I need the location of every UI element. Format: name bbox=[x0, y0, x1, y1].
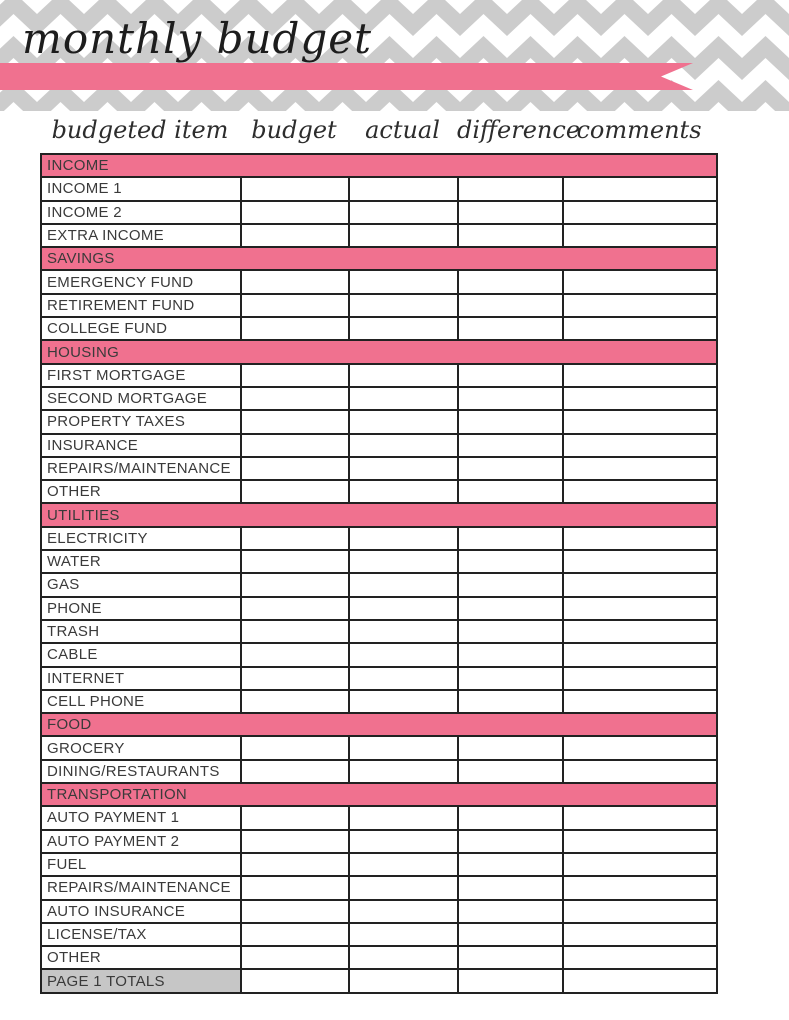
cell-utilities-cell-phone-actual[interactable] bbox=[349, 690, 458, 713]
table-row bbox=[41, 690, 717, 713]
cell-housing-first-mortgage-budget[interactable] bbox=[241, 364, 349, 387]
section-row-savings bbox=[41, 247, 717, 270]
table-row bbox=[41, 410, 717, 433]
table-row bbox=[41, 387, 717, 410]
cell-income-extra-income-budget[interactable] bbox=[241, 224, 349, 247]
table-row bbox=[41, 736, 717, 759]
cell-transportation-license-tax-budget[interactable] bbox=[241, 923, 349, 946]
cell-housing-other-difference[interactable] bbox=[458, 480, 563, 503]
cell-income-extra-income-comments[interactable] bbox=[563, 224, 717, 247]
cell-savings-emergency-fund-actual[interactable] bbox=[349, 270, 458, 293]
section-header-income: INCOME bbox=[41, 154, 717, 177]
cell-housing-property-taxes-budget[interactable] bbox=[241, 410, 349, 433]
row-label-housing-insurance: INSURANCE bbox=[41, 434, 241, 457]
row-label-income-income-1: INCOME 1 bbox=[41, 177, 241, 200]
table-row bbox=[41, 597, 717, 620]
row-label-utilities-electricity: ELECTRICITY bbox=[41, 527, 241, 550]
row-label-utilities-trash: TRASH bbox=[41, 620, 241, 643]
cell-transportation-auto-insurance-budget[interactable] bbox=[241, 900, 349, 923]
cell-savings-college-fund-difference[interactable] bbox=[458, 317, 563, 340]
row-label-housing-second-mortgage: SECOND MORTGAGE bbox=[41, 387, 241, 410]
cell-utilities-trash-difference[interactable] bbox=[458, 620, 563, 643]
cell-food-dining-restaurants-comments[interactable] bbox=[563, 760, 717, 783]
cell-transportation-auto-insurance-actual[interactable] bbox=[349, 900, 458, 923]
section-row-food bbox=[41, 713, 717, 736]
cell-utilities-cable-budget[interactable] bbox=[241, 643, 349, 666]
cell-utilities-phone-difference[interactable] bbox=[458, 597, 563, 620]
cell-food-grocery-actual[interactable] bbox=[349, 736, 458, 759]
cell-food-dining-restaurants-budget[interactable] bbox=[241, 760, 349, 783]
cell-income-income-2-comments[interactable] bbox=[563, 201, 717, 224]
cell-housing-repairs-maintenance-actual[interactable] bbox=[349, 457, 458, 480]
totals-label-cell: PAGE 1 TOTALS bbox=[41, 969, 241, 992]
budget-table bbox=[40, 153, 718, 994]
cell-income-income-2-actual[interactable] bbox=[349, 201, 458, 224]
row-label-transportation-auto-payment-2: AUTO PAYMENT 2 bbox=[41, 830, 241, 853]
row-label-utilities-cell-phone: CELL PHONE bbox=[41, 690, 241, 713]
cell-transportation-auto-payment-2-difference[interactable] bbox=[458, 830, 563, 853]
cell-transportation-repairs-maintenance-difference[interactable] bbox=[458, 876, 563, 899]
table-row bbox=[41, 853, 717, 876]
cell-utilities-internet-difference[interactable] bbox=[458, 667, 563, 690]
row-label-housing-property-taxes: PROPERTY TAXES bbox=[41, 410, 241, 433]
row-label-food-grocery: GROCERY bbox=[41, 736, 241, 759]
table-row bbox=[41, 946, 717, 969]
cell-transportation-auto-payment-1-budget[interactable] bbox=[241, 806, 349, 829]
section-header-transportation: TRANSPORTATION bbox=[41, 783, 717, 806]
section-row-utilities bbox=[41, 503, 717, 526]
table-row bbox=[41, 667, 717, 690]
cell-utilities-water-actual[interactable] bbox=[349, 550, 458, 573]
cell-transportation-auto-payment-2-budget[interactable] bbox=[241, 830, 349, 853]
cell-transportation-other-comments[interactable] bbox=[563, 946, 717, 969]
cell-housing-insurance-actual[interactable] bbox=[349, 434, 458, 457]
table-row bbox=[41, 177, 717, 200]
section-row-transportation bbox=[41, 783, 717, 806]
row-label-housing-repairs-maintenance: REPAIRS/MAINTENANCE bbox=[41, 457, 241, 480]
table-row bbox=[41, 900, 717, 923]
table-row bbox=[41, 364, 717, 387]
cell-housing-first-mortgage-actual[interactable] bbox=[349, 364, 458, 387]
cell-utilities-gas-comments[interactable] bbox=[563, 573, 717, 596]
cell-savings-emergency-fund-budget[interactable] bbox=[241, 270, 349, 293]
row-label-utilities-internet: INTERNET bbox=[41, 667, 241, 690]
cell-savings-retirement-fund-actual[interactable] bbox=[349, 294, 458, 317]
table-row bbox=[41, 527, 717, 550]
cell-utilities-water-difference[interactable] bbox=[458, 550, 563, 573]
cell-housing-repairs-maintenance-comments[interactable] bbox=[563, 457, 717, 480]
table-row bbox=[41, 760, 717, 783]
cell-utilities-internet-budget[interactable] bbox=[241, 667, 349, 690]
cell-savings-college-fund-comments[interactable] bbox=[563, 317, 717, 340]
cell-transportation-repairs-maintenance-budget[interactable] bbox=[241, 876, 349, 899]
cell-housing-insurance-difference[interactable] bbox=[458, 434, 563, 457]
totals-row bbox=[41, 969, 717, 992]
cell-savings-retirement-fund-budget[interactable] bbox=[241, 294, 349, 317]
section-row-housing bbox=[41, 340, 717, 363]
cell-transportation-fuel-comments[interactable] bbox=[563, 853, 717, 876]
row-label-income-income-2: INCOME 2 bbox=[41, 201, 241, 224]
cell-utilities-cell-phone-difference[interactable] bbox=[458, 690, 563, 713]
cell-page-1-totals-budget[interactable] bbox=[241, 969, 349, 992]
section-header-savings: SAVINGS bbox=[41, 247, 717, 270]
cell-housing-second-mortgage-difference[interactable] bbox=[458, 387, 563, 410]
cell-housing-property-taxes-comments[interactable] bbox=[563, 410, 717, 433]
cell-page-1-totals-difference[interactable] bbox=[458, 969, 563, 992]
table-row bbox=[41, 270, 717, 293]
row-label-savings-college-fund: COLLEGE FUND bbox=[41, 317, 241, 340]
cell-housing-property-taxes-actual[interactable] bbox=[349, 410, 458, 433]
row-label-savings-retirement-fund: RETIREMENT FUND bbox=[41, 294, 241, 317]
cell-income-income-1-difference[interactable] bbox=[458, 177, 563, 200]
cell-utilities-cell-phone-comments[interactable] bbox=[563, 690, 717, 713]
cell-income-extra-income-difference[interactable] bbox=[458, 224, 563, 247]
cell-housing-repairs-maintenance-difference[interactable] bbox=[458, 457, 563, 480]
cell-savings-emergency-fund-comments[interactable] bbox=[563, 270, 717, 293]
column-headers bbox=[0, 113, 789, 153]
cell-income-income-1-comments[interactable] bbox=[563, 177, 717, 200]
page-header bbox=[0, 0, 789, 111]
cell-utilities-water-comments[interactable] bbox=[563, 550, 717, 573]
cell-food-grocery-comments[interactable] bbox=[563, 736, 717, 759]
cell-transportation-auto-payment-1-difference[interactable] bbox=[458, 806, 563, 829]
cell-transportation-auto-payment-2-actual[interactable] bbox=[349, 830, 458, 853]
row-label-housing-first-mortgage: FIRST MORTGAGE bbox=[41, 364, 241, 387]
table-row bbox=[41, 457, 717, 480]
cell-utilities-internet-comments[interactable] bbox=[563, 667, 717, 690]
cell-food-grocery-difference[interactable] bbox=[458, 736, 563, 759]
table-row bbox=[41, 317, 717, 340]
cell-income-income-1-actual[interactable] bbox=[349, 177, 458, 200]
cell-utilities-phone-actual[interactable] bbox=[349, 597, 458, 620]
row-label-transportation-license-tax: LICENSE/TAX bbox=[41, 923, 241, 946]
cell-housing-other-comments[interactable] bbox=[563, 480, 717, 503]
cell-utilities-cable-difference[interactable] bbox=[458, 643, 563, 666]
cell-housing-insurance-budget[interactable] bbox=[241, 434, 349, 457]
cell-utilities-electricity-actual[interactable] bbox=[349, 527, 458, 550]
row-label-transportation-other: OTHER bbox=[41, 946, 241, 969]
cell-transportation-auto-insurance-comments[interactable] bbox=[563, 900, 717, 923]
cell-transportation-auto-payment-2-comments[interactable] bbox=[563, 830, 717, 853]
cell-income-income-2-budget[interactable] bbox=[241, 201, 349, 224]
cell-page-1-totals-actual[interactable] bbox=[349, 969, 458, 992]
row-label-transportation-repairs-maintenance: REPAIRS/MAINTENANCE bbox=[41, 876, 241, 899]
cell-transportation-other-actual[interactable] bbox=[349, 946, 458, 969]
cell-transportation-license-tax-comments[interactable] bbox=[563, 923, 717, 946]
table-row bbox=[41, 643, 717, 666]
section-header-housing: HOUSING bbox=[41, 340, 717, 363]
cell-transportation-other-difference[interactable] bbox=[458, 946, 563, 969]
section-header-utilities: UTILITIES bbox=[41, 503, 717, 526]
cell-housing-second-mortgage-budget[interactable] bbox=[241, 387, 349, 410]
column-header-actual: actual bbox=[365, 116, 440, 144]
row-label-utilities-gas: GAS bbox=[41, 573, 241, 596]
cell-transportation-other-budget[interactable] bbox=[241, 946, 349, 969]
cell-utilities-internet-actual[interactable] bbox=[349, 667, 458, 690]
page-title: monthly budget bbox=[22, 14, 373, 63]
cell-savings-college-fund-actual[interactable] bbox=[349, 317, 458, 340]
table-row bbox=[41, 573, 717, 596]
row-label-housing-other: OTHER bbox=[41, 480, 241, 503]
table-row bbox=[41, 434, 717, 457]
section-row-income bbox=[41, 154, 717, 177]
cell-housing-other-actual[interactable] bbox=[349, 480, 458, 503]
cell-page-1-totals-comments[interactable] bbox=[563, 969, 717, 992]
cell-income-income-2-difference[interactable] bbox=[458, 201, 563, 224]
table-row bbox=[41, 224, 717, 247]
cell-utilities-cable-actual[interactable] bbox=[349, 643, 458, 666]
row-label-utilities-phone: PHONE bbox=[41, 597, 241, 620]
cell-utilities-phone-comments[interactable] bbox=[563, 597, 717, 620]
cell-transportation-license-tax-difference[interactable] bbox=[458, 923, 563, 946]
cell-housing-property-taxes-difference[interactable] bbox=[458, 410, 563, 433]
cell-savings-retirement-fund-difference[interactable] bbox=[458, 294, 563, 317]
column-header-comments: comments bbox=[576, 116, 702, 144]
cell-housing-other-budget[interactable] bbox=[241, 480, 349, 503]
cell-utilities-electricity-budget[interactable] bbox=[241, 527, 349, 550]
cell-savings-college-fund-budget[interactable] bbox=[241, 317, 349, 340]
row-label-income-extra-income: EXTRA INCOME bbox=[41, 224, 241, 247]
cell-food-grocery-budget[interactable] bbox=[241, 736, 349, 759]
table-row bbox=[41, 550, 717, 573]
row-label-utilities-cable: CABLE bbox=[41, 643, 241, 666]
cell-food-dining-restaurants-difference[interactable] bbox=[458, 760, 563, 783]
title-ribbon bbox=[0, 63, 693, 90]
cell-transportation-auto-insurance-difference[interactable] bbox=[458, 900, 563, 923]
cell-utilities-cable-comments[interactable] bbox=[563, 643, 717, 666]
row-label-utilities-water: WATER bbox=[41, 550, 241, 573]
cell-utilities-phone-budget[interactable] bbox=[241, 597, 349, 620]
cell-utilities-gas-actual[interactable] bbox=[349, 573, 458, 596]
table-row bbox=[41, 876, 717, 899]
cell-transportation-fuel-difference[interactable] bbox=[458, 853, 563, 876]
table-row bbox=[41, 201, 717, 224]
column-header-difference: difference bbox=[457, 116, 581, 144]
cell-food-dining-restaurants-actual[interactable] bbox=[349, 760, 458, 783]
cell-utilities-electricity-comments[interactable] bbox=[563, 527, 717, 550]
cell-transportation-repairs-maintenance-comments[interactable] bbox=[563, 876, 717, 899]
cell-utilities-gas-difference[interactable] bbox=[458, 573, 563, 596]
cell-housing-insurance-comments[interactable] bbox=[563, 434, 717, 457]
cell-transportation-license-tax-actual[interactable] bbox=[349, 923, 458, 946]
cell-housing-first-mortgage-comments[interactable] bbox=[563, 364, 717, 387]
row-label-transportation-auto-payment-1: AUTO PAYMENT 1 bbox=[41, 806, 241, 829]
cell-utilities-electricity-difference[interactable] bbox=[458, 527, 563, 550]
row-label-transportation-fuel: FUEL bbox=[41, 853, 241, 876]
row-label-food-dining-restaurants: DINING/RESTAURANTS bbox=[41, 760, 241, 783]
section-header-food: FOOD bbox=[41, 713, 717, 736]
cell-utilities-cell-phone-budget[interactable] bbox=[241, 690, 349, 713]
cell-housing-first-mortgage-difference[interactable] bbox=[458, 364, 563, 387]
row-label-savings-emergency-fund: EMERGENCY FUND bbox=[41, 270, 241, 293]
cell-utilities-gas-budget[interactable] bbox=[241, 573, 349, 596]
cell-savings-emergency-fund-difference[interactable] bbox=[458, 270, 563, 293]
cell-income-extra-income-actual[interactable] bbox=[349, 224, 458, 247]
row-label-transportation-auto-insurance: AUTO INSURANCE bbox=[41, 900, 241, 923]
cell-housing-second-mortgage-comments[interactable] bbox=[563, 387, 717, 410]
cell-utilities-water-budget[interactable] bbox=[241, 550, 349, 573]
cell-transportation-repairs-maintenance-actual[interactable] bbox=[349, 876, 458, 899]
table-row bbox=[41, 480, 717, 503]
table-row bbox=[41, 923, 717, 946]
cell-utilities-trash-actual[interactable] bbox=[349, 620, 458, 643]
cell-transportation-fuel-budget[interactable] bbox=[241, 853, 349, 876]
cell-housing-repairs-maintenance-budget[interactable] bbox=[241, 457, 349, 480]
cell-utilities-trash-budget[interactable] bbox=[241, 620, 349, 643]
table-row bbox=[41, 294, 717, 317]
cell-transportation-auto-payment-1-comments[interactable] bbox=[563, 806, 717, 829]
cell-transportation-fuel-actual[interactable] bbox=[349, 853, 458, 876]
table-row bbox=[41, 806, 717, 829]
column-header-budgeted-item: budgeted item bbox=[51, 116, 229, 144]
cell-income-income-1-budget[interactable] bbox=[241, 177, 349, 200]
column-header-budget: budget bbox=[251, 116, 337, 144]
cell-transportation-auto-payment-1-actual[interactable] bbox=[349, 806, 458, 829]
cell-housing-second-mortgage-actual[interactable] bbox=[349, 387, 458, 410]
cell-savings-retirement-fund-comments[interactable] bbox=[563, 294, 717, 317]
table-row bbox=[41, 830, 717, 853]
cell-utilities-trash-comments[interactable] bbox=[563, 620, 717, 643]
table-row bbox=[41, 620, 717, 643]
